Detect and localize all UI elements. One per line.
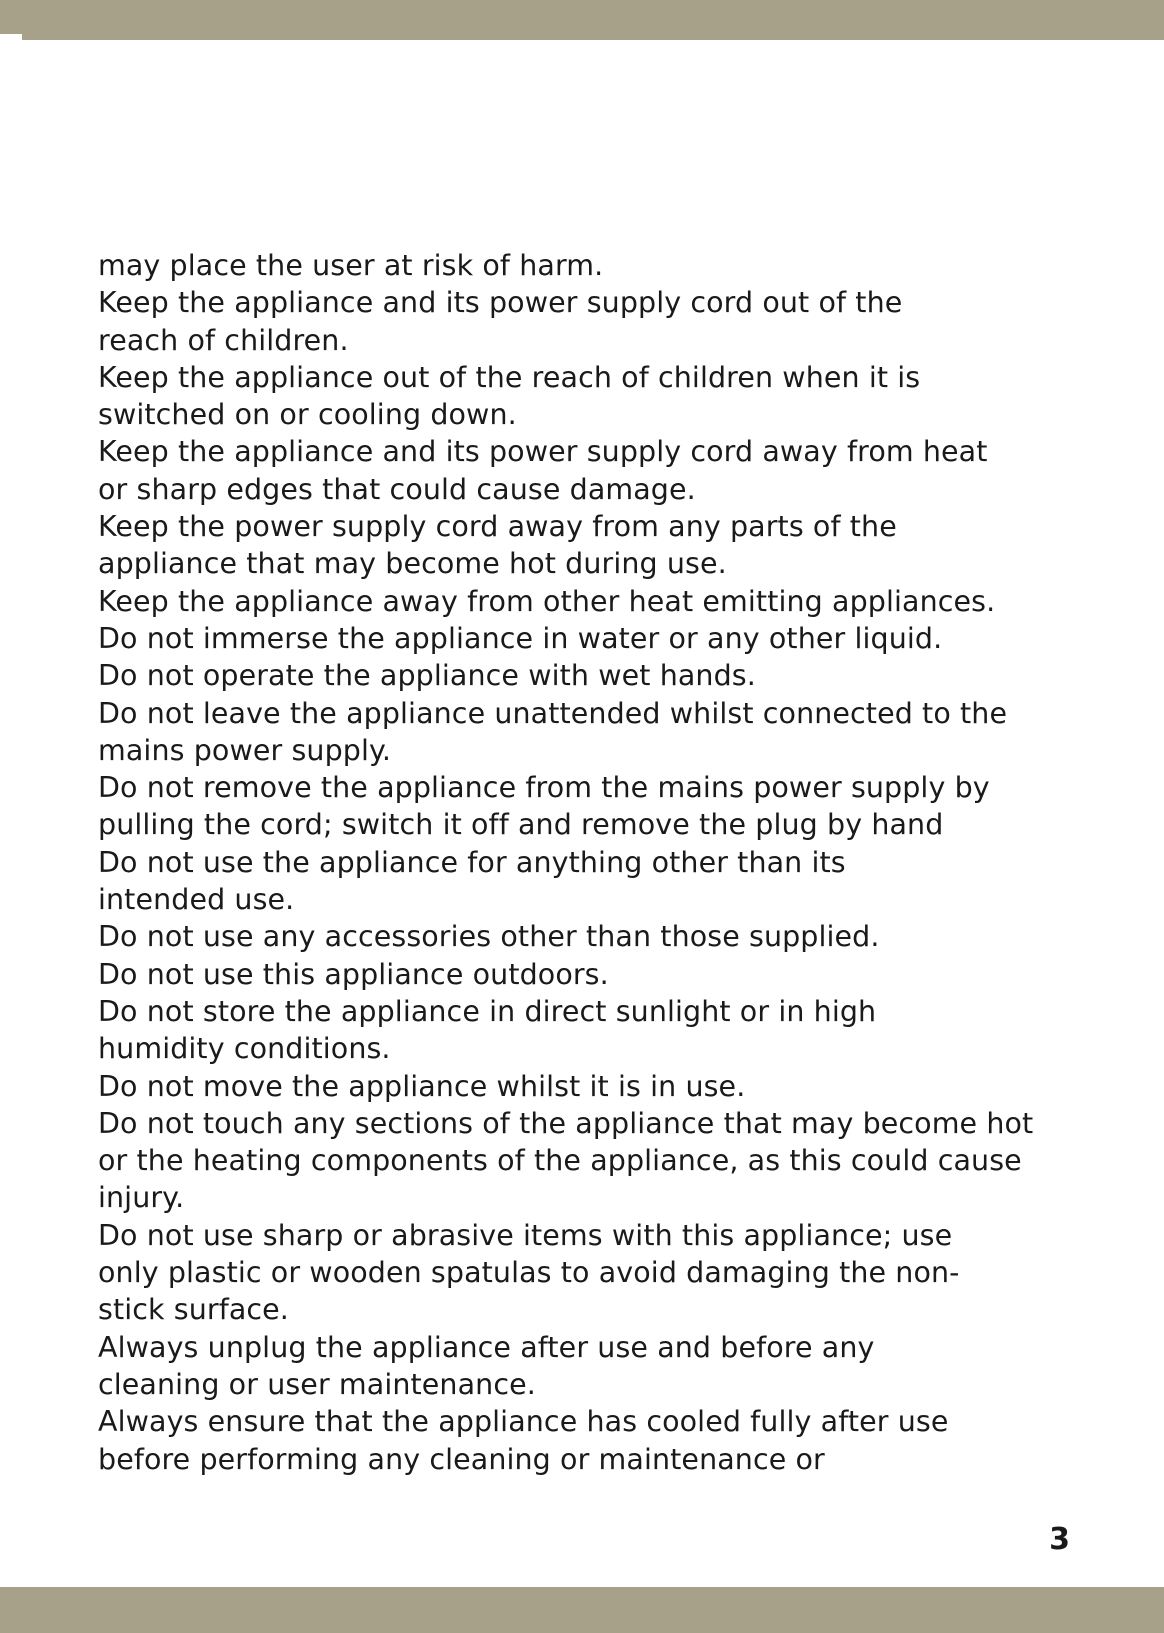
instruction-paragraph: Do not immerse the appliance in water or any other liquid. xyxy=(98,621,943,655)
instruction-paragraph: Keep the appliance away from other heat emitting appliances. xyxy=(98,584,996,618)
instruction-paragraph: Keep the appliance out of the reach of children when it is switched on or cooling down. xyxy=(98,360,921,432)
instruction-paragraph: may place the user at risk of harm. xyxy=(98,249,604,282)
instruction-paragraph: Do not move the appliance whilst it is in use. xyxy=(98,1069,746,1103)
instruction-paragraph: Do not touch any sections of the appliance that may become hot or the heating components of the appliance, as this could cause injury. xyxy=(98,1106,1034,1215)
instruction-paragraph: Do not remove the appliance from the mains power supply by pulling the cord; switch it off and remove the plug by hand xyxy=(98,771,990,842)
instruction-paragraph: Do not store the appliance in direct sunlight or in high humidity conditions. xyxy=(98,994,877,1066)
instruction-paragraph: Do not leave the appliance unattended whilst connected to the mains power supply. xyxy=(98,696,1008,767)
top-decorative-band xyxy=(0,0,1164,40)
instruction-paragraph: Keep the appliance and its power supply cord away from heat or sharp edges that could cause damage. xyxy=(98,435,988,506)
instruction-paragraph: Do not use this appliance outdoors. xyxy=(98,957,609,991)
instruction-paragraph: Do not use any accessories other than those supplied. xyxy=(98,920,880,954)
instruction-paragraph: Keep the appliance and its power supply cord out of the reach of children. xyxy=(98,286,903,357)
top-band-notch xyxy=(0,34,22,40)
page-number: 3 xyxy=(1049,1522,1070,1557)
instruction-paragraph: Do not use sharp or abrasive items with this appliance; use only plastic or wooden spatulas to avoid damaging the non-stick surface. xyxy=(98,1218,960,1327)
instruction-paragraph: Do not operate the appliance with wet hands. xyxy=(98,659,756,693)
instruction-paragraph: Keep the power supply cord away from any parts of the appliance that may become hot during use. xyxy=(98,510,897,581)
instruction-paragraph: Always ensure that the appliance has cooled fully after use before performing any cleaning or maintenance or xyxy=(98,1405,949,1476)
instruction-paragraph: Always unplug the appliance after use and before any cleaning or user maintenance. xyxy=(98,1330,875,1401)
safety-instructions xyxy=(98,247,1098,1478)
instruction-paragraph: Do not use the appliance for anything other than its intended use. xyxy=(98,845,846,917)
bottom-decorative-band xyxy=(0,1587,1164,1633)
